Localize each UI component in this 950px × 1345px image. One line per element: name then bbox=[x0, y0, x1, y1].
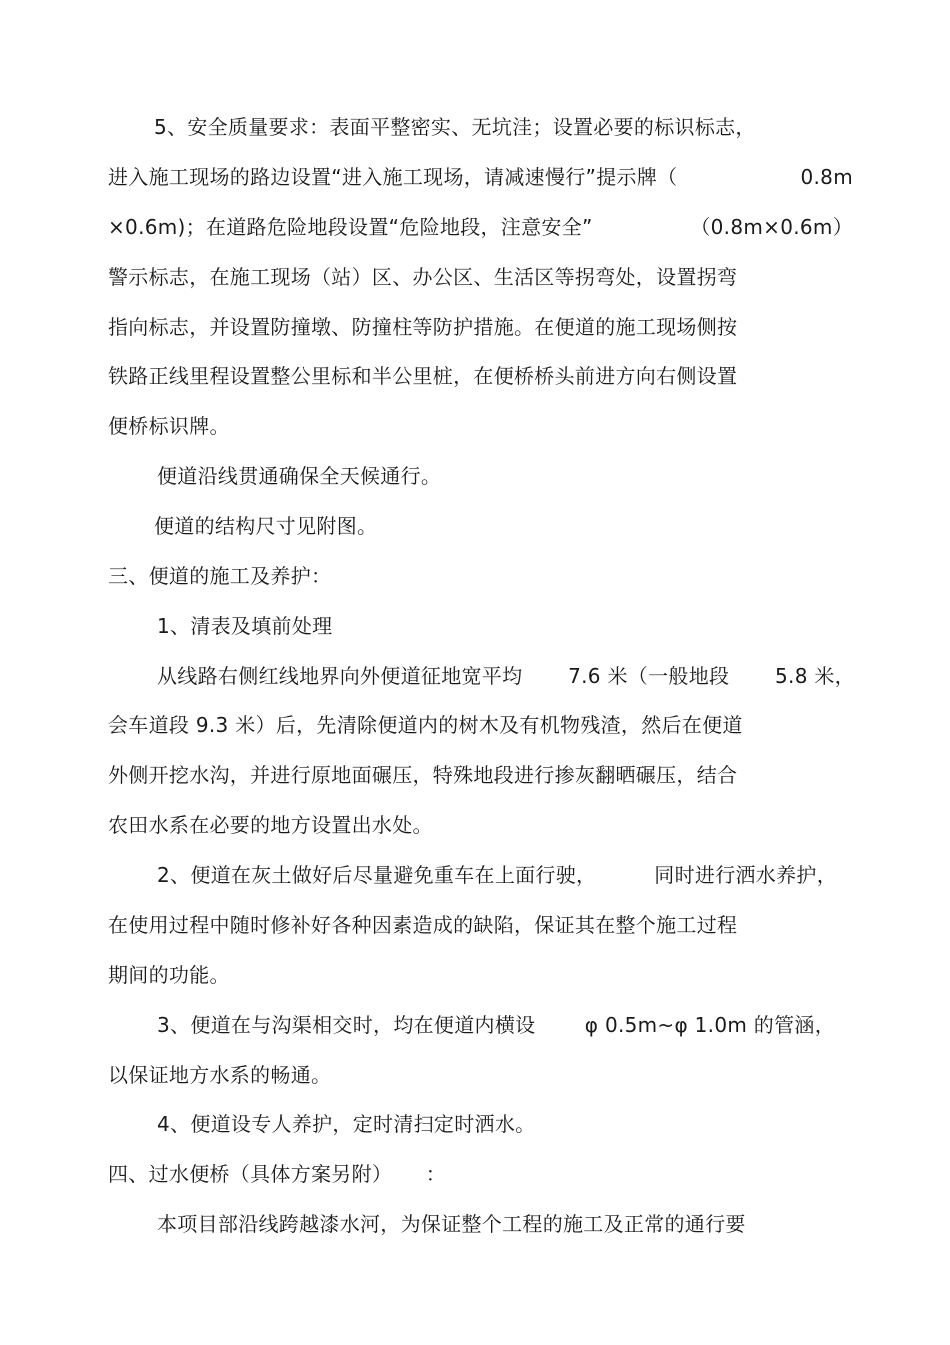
line-text: 2、便道在灰土做好后尽量避免重车在上面行驶， bbox=[157, 863, 597, 887]
line-text: 会车道段 9.3 米）后，先清除便道内的树木及有机物残渣，然后在便道 bbox=[108, 713, 743, 737]
text-line-13 bbox=[108, 711, 743, 739]
line-text: 指向标志，并设置防撞墩、防撞柱等防护措施。在便道的施工现场侧按 bbox=[108, 315, 738, 339]
text-line-21 bbox=[157, 1110, 535, 1138]
line-text-end: φ 0.5m~φ 1.0m 的管涵， bbox=[584, 1013, 835, 1037]
line-text-end: 同时进行洒水养护， bbox=[654, 863, 837, 887]
line-text: 进入施工现场的路边设置“进入施工现场，请减速慢行”提示牌（ bbox=[108, 165, 678, 189]
line-text: 4、便道设专人养护，定时清扫定时洒水。 bbox=[157, 1112, 536, 1136]
line-text: 四、过水便桥（具体方案另附） bbox=[108, 1162, 393, 1186]
line-text-end: ： bbox=[425, 1162, 446, 1186]
text-line-2 bbox=[108, 163, 853, 191]
line-text: 在使用过程中随时修补好各种因素造成的缺陷，保证其在整个施工过程 bbox=[108, 913, 738, 937]
line-text: 铁路正线里程设置整公里标和半公里桩，在便桥桥头前进方向右侧设置 bbox=[108, 364, 738, 388]
line-text: 便道沿线贯通确保全天候通行。 bbox=[157, 464, 442, 488]
text-line-7 bbox=[108, 412, 230, 440]
section-heading-4 bbox=[108, 1160, 446, 1188]
line-text: 便桥标识牌。 bbox=[108, 414, 230, 438]
line-text: 外侧开挖水沟，并进行原地面碾压，特殊地段进行掺灰翻晒碾压，结合 bbox=[108, 763, 738, 787]
text-line-9 bbox=[154, 512, 377, 540]
line-text: 1、清表及填前处理 bbox=[157, 614, 333, 638]
line-text: 便道的结构尺寸见附图。 bbox=[154, 514, 378, 538]
line-text: 本项目部沿线跨越漆水河，为保证整个工程的施工及正常的通行要 bbox=[157, 1212, 746, 1236]
text-line-3 bbox=[108, 213, 853, 241]
line-text: 农田水系在必要的地方设置出水处。 bbox=[108, 813, 433, 837]
text-line-11 bbox=[157, 612, 332, 640]
text-line-1 bbox=[154, 113, 756, 141]
line-text: 5、安全质量要求：表面平整密实、无坑洼；设置必要的标识标志， bbox=[154, 115, 756, 139]
text-line-6 bbox=[108, 362, 737, 390]
line-text: 3、便道在与沟渠相交时，均在便道内横设 bbox=[157, 1013, 536, 1037]
line-text: 以保证地方水系的畅通。 bbox=[108, 1063, 332, 1087]
line-text-mid: 7.6 米（一般地段 bbox=[568, 664, 730, 688]
text-line-16 bbox=[157, 861, 837, 889]
line-text: ×0.6m)；在道路危险地段设置“危险地段，注意安全” bbox=[108, 215, 593, 239]
text-line-15 bbox=[108, 811, 433, 839]
text-line-19 bbox=[157, 1011, 835, 1039]
text-line-12 bbox=[157, 662, 855, 690]
line-text: 三、便道的施工及养护： bbox=[108, 564, 332, 588]
text-line-20 bbox=[108, 1061, 331, 1089]
section-heading-3 bbox=[108, 562, 331, 590]
text-line-8 bbox=[157, 462, 441, 490]
line-text: 期间的功能。 bbox=[108, 963, 230, 987]
text-line-17 bbox=[108, 911, 737, 939]
line-text-end: 5.8 米， bbox=[775, 664, 855, 688]
text-line-4 bbox=[108, 263, 737, 291]
line-text: 从线路右侧红线地界向外便道征地宽平均 bbox=[157, 664, 523, 688]
line-text-end: 0.8m bbox=[800, 165, 853, 189]
line-text-end: （0.8m×0.6m） bbox=[690, 215, 853, 239]
text-line-5 bbox=[108, 313, 737, 341]
line-text: 警示标志，在施工现场（站）区、办公区、生活区等拐弯处，设置拐弯 bbox=[108, 265, 738, 289]
text-line-18 bbox=[108, 961, 230, 989]
text-line-23 bbox=[157, 1210, 746, 1238]
text-line-14 bbox=[108, 761, 737, 789]
